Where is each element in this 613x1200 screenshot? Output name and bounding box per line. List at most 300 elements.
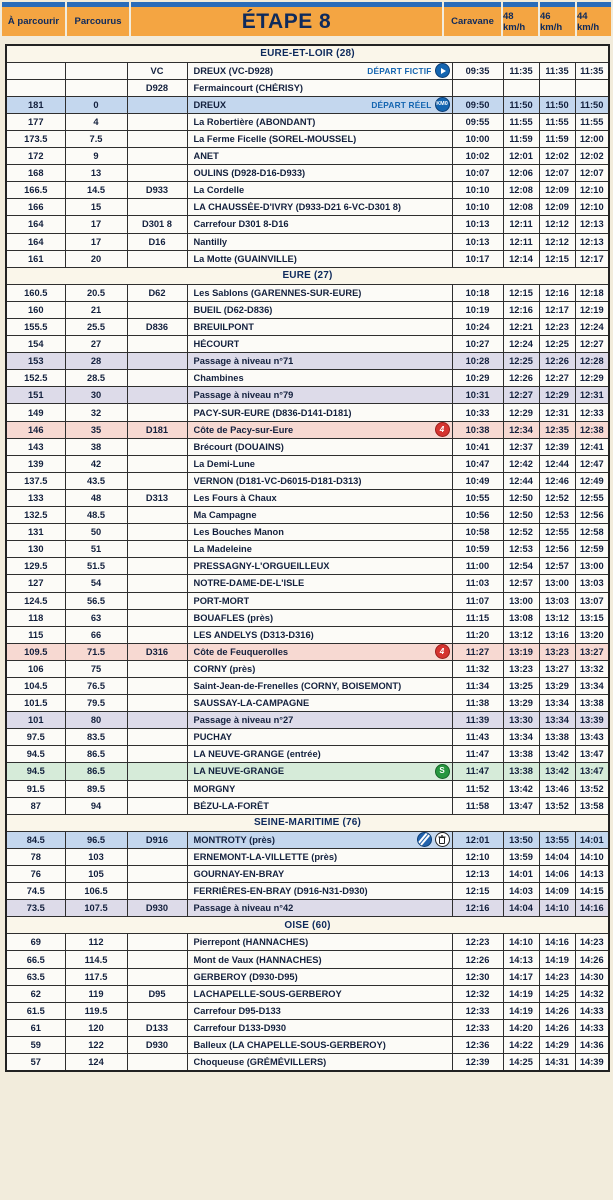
section-header: EURE (27) (6, 267, 609, 284)
time-48kmh-cell: 13:08 (503, 609, 539, 626)
time-44kmh-cell: 12:41 (575, 438, 609, 455)
time-46kmh-cell: 12:09 (539, 182, 575, 199)
road-cell: D301 8 (127, 216, 187, 233)
distance-to-go-cell: 78 (6, 848, 65, 865)
road-cell (127, 746, 187, 763)
time-44kmh-cell: 12:38 (575, 421, 609, 438)
road-cell: VC (127, 62, 187, 79)
location-name: Passage à niveau n°71 (193, 356, 294, 367)
distance-covered-cell: 32 (65, 404, 127, 421)
road-cell (127, 797, 187, 814)
distance-to-go-cell: 94.5 (6, 763, 65, 780)
time-46kmh-cell: 12:12 (539, 216, 575, 233)
caravane-time-cell: 12:23 (452, 934, 503, 951)
caravane-time-cell: 11:38 (452, 695, 503, 712)
location-cell (187, 985, 452, 1002)
time-48kmh-cell: 14:10 (503, 934, 539, 951)
caravane-time-cell: 12:30 (452, 968, 503, 985)
caravane-time-cell: 12:33 (452, 1002, 503, 1019)
distance-covered-cell: 51.5 (65, 558, 127, 575)
distance-covered-cell: 75 (65, 660, 127, 677)
location-cell (187, 79, 452, 96)
time-44kmh-cell: 13:15 (575, 609, 609, 626)
distance-covered-cell: 35 (65, 421, 127, 438)
table-row (6, 883, 609, 900)
distance-covered-cell: 4 (65, 113, 127, 130)
distance-covered-cell (65, 79, 127, 96)
time-48kmh-cell: 12:27 (503, 387, 539, 404)
time-46kmh-cell: 14:29 (539, 1036, 575, 1053)
distance-covered-cell: 63 (65, 609, 127, 626)
caravane-time-cell: 10:19 (452, 301, 503, 318)
location-cell (187, 951, 452, 968)
location-name: Balleux (LA CHAPELLE-SOUS-GERBEROY) (193, 1039, 386, 1050)
table-row (6, 524, 609, 541)
location-cell (187, 660, 452, 677)
table-row (6, 695, 609, 712)
distance-covered-cell: 50 (65, 524, 127, 541)
time-46kmh-cell: 13:42 (539, 763, 575, 780)
distance-to-go-cell: 131 (6, 524, 65, 541)
time-48kmh-cell: 12:29 (503, 404, 539, 421)
distance-to-go-cell: 166.5 (6, 182, 65, 199)
itinerary-table-wrap (5, 44, 608, 1072)
caravane-time-cell: 12:01 (452, 831, 503, 848)
distance-to-go-cell: 101 (6, 712, 65, 729)
location-cell (187, 1036, 452, 1053)
time-44kmh-cell: 13:39 (575, 712, 609, 729)
location-cell (187, 797, 452, 814)
distance-to-go-cell: 155.5 (6, 319, 65, 336)
location-cell (187, 780, 452, 797)
section-row (6, 267, 609, 284)
location-annotations (435, 764, 450, 779)
location-cell (187, 148, 452, 165)
road-cell (127, 729, 187, 746)
road-cell: D933 (127, 182, 187, 199)
distance-to-go-cell: 152.5 (6, 370, 65, 387)
table-row (6, 1019, 609, 1036)
caravane-time-cell: 12:33 (452, 1019, 503, 1036)
time-46kmh-cell: 11:59 (539, 130, 575, 147)
distance-covered-cell: 38 (65, 438, 127, 455)
road-cell (127, 592, 187, 609)
caravane-time-cell: 11:32 (452, 660, 503, 677)
table-row (6, 609, 609, 626)
time-48kmh-cell: 13:19 (503, 643, 539, 660)
distance-to-go-cell: 161 (6, 250, 65, 267)
location-name: BÉZU-LA-FORÊT (193, 800, 269, 811)
location-cell (187, 831, 452, 848)
time-48kmh-cell: 13:25 (503, 677, 539, 694)
location-cell (187, 729, 452, 746)
time-48kmh-cell: 12:08 (503, 199, 539, 216)
time-44kmh-cell: 12:29 (575, 370, 609, 387)
road-cell (127, 438, 187, 455)
time-44kmh-cell: 14:23 (575, 934, 609, 951)
time-48kmh-cell: 12:16 (503, 301, 539, 318)
time-46kmh-cell: 12:29 (539, 387, 575, 404)
distance-covered-cell: 86.5 (65, 746, 127, 763)
caravane-time-cell: 11:43 (452, 729, 503, 746)
time-46kmh-cell: 12:39 (539, 438, 575, 455)
distance-covered-cell: 27 (65, 336, 127, 353)
time-46kmh-cell: 13:38 (539, 729, 575, 746)
caravane-time-cell: 11:07 (452, 592, 503, 609)
table-row (6, 729, 609, 746)
location-name: LA NEUVE-GRANGE (193, 766, 285, 777)
time-48kmh-cell: 14:25 (503, 1054, 539, 1071)
location-name: DREUX (VC-D928) (193, 65, 274, 76)
time-48kmh-cell: 12:42 (503, 455, 539, 472)
road-cell: D95 (127, 985, 187, 1002)
location-cell (187, 404, 452, 421)
location-cell (187, 301, 452, 318)
time-48kmh-cell: 13:12 (503, 626, 539, 643)
caravane-time-cell: 11:47 (452, 763, 503, 780)
time-46kmh-cell: 12:23 (539, 319, 575, 336)
time-44kmh-cell: 12:13 (575, 233, 609, 250)
location-name: CORNY (près) (193, 663, 256, 674)
road-cell (127, 575, 187, 592)
road-cell: D316 (127, 643, 187, 660)
table-row (6, 541, 609, 558)
road-cell (127, 626, 187, 643)
location-cell (187, 319, 452, 336)
table-row (6, 62, 609, 79)
column-header-48kmh: 48 km/h (503, 2, 538, 36)
location-annotations (435, 422, 450, 437)
distance-to-go-cell: 129.5 (6, 558, 65, 575)
section-header: OISE (60) (6, 917, 609, 934)
distance-to-go-cell: 94.5 (6, 746, 65, 763)
caravane-time-cell: 11:58 (452, 797, 503, 814)
location-cell (187, 113, 452, 130)
road-cell (127, 199, 187, 216)
table-row (6, 507, 609, 524)
time-46kmh-cell: 12:31 (539, 404, 575, 421)
distance-to-go-cell: 69 (6, 934, 65, 951)
road-cell (127, 763, 187, 780)
time-48kmh-cell: 13:42 (503, 780, 539, 797)
location-name: Saint-Jean-de-Frenelles (CORNY, BOISEMONT) (193, 681, 402, 692)
distance-covered-cell: 71.5 (65, 643, 127, 660)
caravane-time-cell: 10:49 (452, 472, 503, 489)
time-48kmh-cell: 12:44 (503, 472, 539, 489)
time-48kmh-cell: 14:19 (503, 985, 539, 1002)
time-44kmh-cell: 14:13 (575, 866, 609, 883)
table-row (6, 233, 609, 250)
location-cell (187, 883, 452, 900)
road-cell (127, 96, 187, 113)
time-44kmh-cell: 14:01 (575, 831, 609, 848)
time-44kmh-cell: 12:00 (575, 130, 609, 147)
distance-covered-cell: 17 (65, 233, 127, 250)
table-row (6, 370, 609, 387)
distance-to-go-cell: 62 (6, 985, 65, 1002)
time-44kmh-cell: 13:47 (575, 763, 609, 780)
time-44kmh-cell: 14:33 (575, 1002, 609, 1019)
distance-covered-cell: 7.5 (65, 130, 127, 147)
road-cell (127, 660, 187, 677)
time-46kmh-cell: 14:09 (539, 883, 575, 900)
road-cell (127, 524, 187, 541)
location-cell (187, 541, 452, 558)
road-cell (127, 301, 187, 318)
time-44kmh-cell: 12:18 (575, 284, 609, 301)
time-46kmh-cell: 13:23 (539, 643, 575, 660)
time-48kmh-cell: 11:50 (503, 96, 539, 113)
time-46kmh-cell: 14:10 (539, 900, 575, 917)
depart-label: DÉPART RÉEL (371, 99, 432, 110)
time-44kmh-cell: 13:20 (575, 626, 609, 643)
distance-to-go-cell: 101.5 (6, 695, 65, 712)
caravane-time-cell: 11:52 (452, 780, 503, 797)
table-row (6, 643, 609, 660)
distance-to-go-cell: 164 (6, 216, 65, 233)
time-44kmh-cell: 13:27 (575, 643, 609, 660)
caravane-time-cell: 11:20 (452, 626, 503, 643)
road-cell (127, 455, 187, 472)
time-46kmh-cell: 14:06 (539, 866, 575, 883)
distance-to-go-cell: 115 (6, 626, 65, 643)
depart-fictif-play-icon (435, 63, 450, 78)
distance-to-go-cell: 104.5 (6, 677, 65, 694)
location-cell (187, 250, 452, 267)
distance-to-go-cell: 146 (6, 421, 65, 438)
time-46kmh-cell: 12:02 (539, 148, 575, 165)
time-44kmh-cell: 12:10 (575, 199, 609, 216)
road-cell: D836 (127, 319, 187, 336)
location-name: GOURNAY-EN-BRAY (193, 869, 285, 880)
caravane-time-cell: 10:00 (452, 130, 503, 147)
time-48kmh-cell: 12:34 (503, 421, 539, 438)
time-44kmh-cell: 13:58 (575, 797, 609, 814)
time-44kmh-cell: 13:03 (575, 575, 609, 592)
location-cell (187, 934, 452, 951)
location-name: VERNON (D181-VC-D6015-D181-D313) (193, 475, 362, 486)
caravane-time-cell: 11:27 (452, 643, 503, 660)
road-cell: D930 (127, 900, 187, 917)
table-row (6, 592, 609, 609)
distance-covered-cell: 54 (65, 575, 127, 592)
location-name: Fermaincourt (CHÉRISY) (193, 82, 304, 93)
time-46kmh-cell: 12:35 (539, 421, 575, 438)
location-name: GERBEROY (D930-D95) (193, 971, 298, 982)
location-cell (187, 900, 452, 917)
table-row (6, 250, 609, 267)
time-46kmh-cell: 14:25 (539, 985, 575, 1002)
time-44kmh-cell: 11:50 (575, 96, 609, 113)
location-cell (187, 216, 452, 233)
table-row (6, 951, 609, 968)
time-44kmh-cell: 14:33 (575, 1019, 609, 1036)
distance-to-go-cell: 160.5 (6, 284, 65, 301)
time-46kmh-cell: 12:53 (539, 507, 575, 524)
time-44kmh-cell: 12:27 (575, 336, 609, 353)
caravane-time-cell: 12:16 (452, 900, 503, 917)
time-44kmh-cell: 14:30 (575, 968, 609, 985)
caravane-time-cell: 12:10 (452, 848, 503, 865)
column-header-parcourus: Parcourus (67, 2, 129, 36)
time-44kmh-cell: 12:24 (575, 319, 609, 336)
caravane-time-cell: 10:10 (452, 182, 503, 199)
table-row (6, 165, 609, 182)
caravane-time-cell: 10:29 (452, 370, 503, 387)
time-46kmh-cell: 14:26 (539, 1002, 575, 1019)
time-48kmh-cell: 12:21 (503, 319, 539, 336)
time-44kmh-cell: 13:34 (575, 677, 609, 694)
time-46kmh-cell: 13:27 (539, 660, 575, 677)
table-row (6, 968, 609, 985)
time-48kmh-cell: 14:17 (503, 968, 539, 985)
distance-to-go-cell: 137.5 (6, 472, 65, 489)
location-cell (187, 165, 452, 182)
distance-covered-cell: 25.5 (65, 319, 127, 336)
time-44kmh-cell: 12:33 (575, 404, 609, 421)
caravane-time-cell: 12:36 (452, 1036, 503, 1053)
distance-to-go-cell: 172 (6, 148, 65, 165)
time-44kmh-cell: 13:52 (575, 780, 609, 797)
road-cell (127, 148, 187, 165)
time-46kmh-cell: 13:52 (539, 797, 575, 814)
time-44kmh-cell: 12:31 (575, 387, 609, 404)
time-46kmh-cell: 14:19 (539, 951, 575, 968)
time-46kmh-cell: 13:00 (539, 575, 575, 592)
caravane-time-cell: 10:31 (452, 387, 503, 404)
distance-to-go-cell: 173.5 (6, 130, 65, 147)
time-48kmh-cell: 12:50 (503, 507, 539, 524)
distance-to-go-cell: 139 (6, 455, 65, 472)
time-46kmh-cell: 14:23 (539, 968, 575, 985)
time-44kmh-cell: 14:16 (575, 900, 609, 917)
road-cell (127, 695, 187, 712)
distance-covered-cell: 83.5 (65, 729, 127, 746)
distance-to-go-cell: 160 (6, 301, 65, 318)
location-cell (187, 370, 452, 387)
section-row (6, 917, 609, 934)
time-46kmh-cell: 13:46 (539, 780, 575, 797)
distance-to-go-cell: 87 (6, 797, 65, 814)
location-name: ERNEMONT-LA-VILLETTE (près) (193, 851, 338, 862)
time-48kmh-cell: 13:38 (503, 746, 539, 763)
time-44kmh-cell: 13:47 (575, 746, 609, 763)
distance-to-go-cell: 181 (6, 96, 65, 113)
distance-to-go-cell: 61.5 (6, 1002, 65, 1019)
road-cell (127, 848, 187, 865)
distance-to-go-cell: 124.5 (6, 592, 65, 609)
road-cell: D181 (127, 421, 187, 438)
distance-covered-cell: 119.5 (65, 1002, 127, 1019)
location-name: LES ANDELYS (D313-D316) (193, 629, 314, 640)
table-row (6, 900, 609, 917)
time-44kmh-cell: 12:49 (575, 472, 609, 489)
distance-covered-cell: 14.5 (65, 182, 127, 199)
table-row (6, 336, 609, 353)
time-46kmh-cell: 14:31 (539, 1054, 575, 1071)
location-name: Brécourt (DOUAINS) (193, 441, 284, 452)
time-48kmh-cell: 12:15 (503, 284, 539, 301)
sprint-icon: S (435, 764, 450, 779)
location-annotations (367, 63, 449, 78)
distance-to-go-cell: 66.5 (6, 951, 65, 968)
distance-covered-cell: 80 (65, 712, 127, 729)
location-cell (187, 1002, 452, 1019)
caravane-time-cell: 10:56 (452, 507, 503, 524)
distance-covered-cell: 21 (65, 301, 127, 318)
time-48kmh-cell: 14:19 (503, 1002, 539, 1019)
location-name: Mont de Vaux (HANNACHES) (193, 954, 322, 965)
table-row (6, 1036, 609, 1053)
time-48kmh-cell: 11:59 (503, 130, 539, 147)
table-row (6, 216, 609, 233)
table-row (6, 79, 609, 96)
table-row (6, 797, 609, 814)
table-row (6, 199, 609, 216)
location-name: LA CHAUSSÉE-D'IVRY (D933-D21 6-VC-D301 8) (193, 202, 401, 213)
table-row (6, 489, 609, 506)
location-name: Passage à niveau n°42 (193, 903, 294, 914)
distance-to-go-cell: 57 (6, 1054, 65, 1071)
time-44kmh-cell: 12:17 (575, 250, 609, 267)
distance-covered-cell: 48 (65, 489, 127, 506)
distance-to-go-cell: 84.5 (6, 831, 65, 848)
distance-covered-cell: 107.5 (65, 900, 127, 917)
location-name: Chambines (193, 373, 244, 384)
column-header-a-parcourir: À parcourir (2, 2, 65, 36)
location-name: PRESSAGNY-L'ORGUEILLEUX (193, 561, 330, 572)
distance-to-go-cell: 149 (6, 404, 65, 421)
time-46kmh-cell: 12:57 (539, 558, 575, 575)
location-name: Les Fours à Chaux (193, 492, 277, 503)
time-46kmh-cell (539, 79, 575, 96)
table-row (6, 319, 609, 336)
table-row (6, 780, 609, 797)
time-44kmh-cell: 14:39 (575, 1054, 609, 1071)
road-cell: D62 (127, 284, 187, 301)
table-row (6, 148, 609, 165)
time-44kmh-cell: 14:26 (575, 951, 609, 968)
location-name: BREUILPONT (193, 322, 254, 333)
time-46kmh-cell: 12:52 (539, 489, 575, 506)
caravane-time-cell: 12:26 (452, 951, 503, 968)
road-cell (127, 712, 187, 729)
distance-covered-cell: 89.5 (65, 780, 127, 797)
road-cell (127, 130, 187, 147)
location-name: Choqueuse (GRÉMÉVILLERS) (193, 1056, 327, 1067)
location-name: Carrefour D133-D930 (193, 1022, 286, 1033)
distance-covered-cell: 119 (65, 985, 127, 1002)
distance-to-go-cell: 127 (6, 575, 65, 592)
distance-to-go-cell: 166 (6, 199, 65, 216)
time-48kmh-cell: 12:06 (503, 165, 539, 182)
distance-to-go-cell: 63.5 (6, 968, 65, 985)
time-48kmh-cell: 12:11 (503, 216, 539, 233)
time-46kmh-cell: 14:26 (539, 1019, 575, 1036)
distance-covered-cell: 13 (65, 165, 127, 182)
location-cell (187, 848, 452, 865)
location-cell (187, 199, 452, 216)
location-cell (187, 233, 452, 250)
caravane-time-cell: 12:39 (452, 1054, 503, 1071)
time-46kmh-cell: 11:35 (539, 62, 575, 79)
table-row (6, 866, 609, 883)
road-cell (127, 165, 187, 182)
time-46kmh-cell: 12:44 (539, 455, 575, 472)
location-cell (187, 575, 452, 592)
distance-to-go-cell: 74.5 (6, 883, 65, 900)
road-cell (127, 387, 187, 404)
